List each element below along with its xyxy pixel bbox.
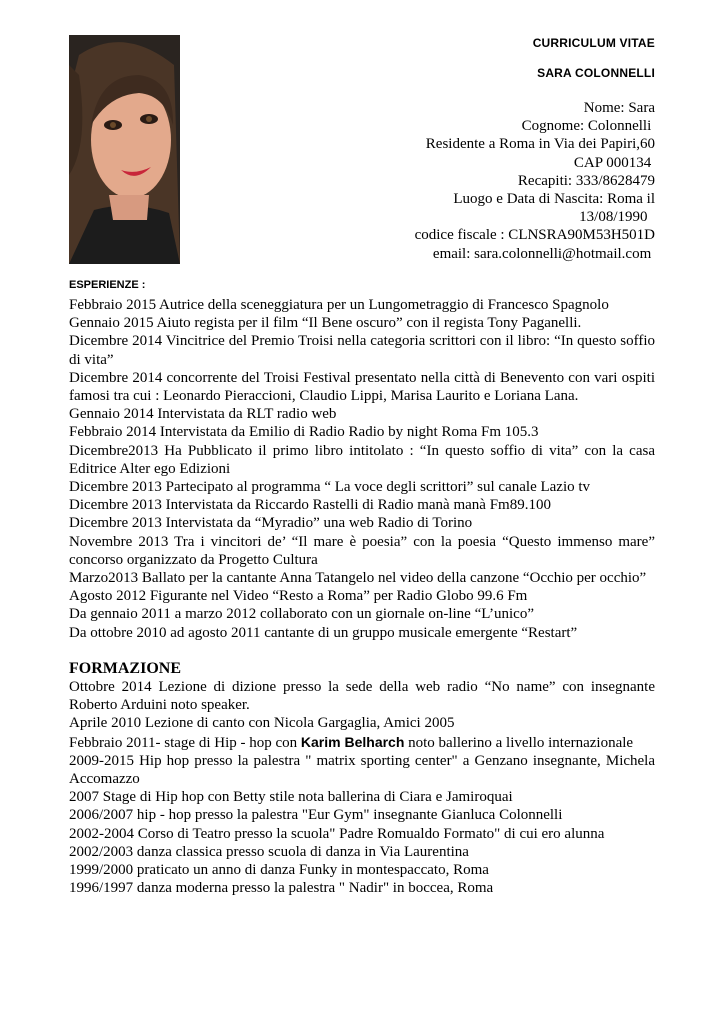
portrait-photo [69, 35, 180, 264]
document-title: CURRICULUM VITAE [532, 36, 655, 50]
education-item: Ottobre 2014 Lezione di dizione presso la sede della web radio “No name” con insegnante Roberto Arduini noto speaker. [69, 679, 655, 714]
experience-item: Da ottobre 2010 ad agosto 2011 cantante di un gruppo musicale emergente “Restart” [69, 624, 578, 641]
education-item: 2002/2003 danza classica presso scuola di danza in Via Laurentina [69, 843, 469, 860]
education-item: Aprile 2010 Lezione di canto con Nicola Gargaglia, Amici 2005 [69, 715, 455, 732]
experience-heading: ESPERIENZE : [69, 279, 146, 291]
person-name: SARA COLONNELLI [537, 66, 655, 80]
contact-birthdate: 13/08/1990 [579, 209, 655, 226]
experience-item: Febbraio 2015 Autrice della sceneggiatura per un Lungometraggio di Francesco Spagnolo [69, 297, 609, 313]
education-item: 1996/1997 danza moderna presso la palestra " Nadir" in boccea, Roma [69, 880, 494, 897]
teacher-name: Karim Belharch [300, 733, 405, 750]
education-item: 2007 Stage di Hip hop con Betty stile nota ballerina di Ciara e Jamiroquai [69, 789, 513, 806]
experience-item: Dicembre 2013 Partecipato al programma “ La voce degli scrittori” sul canale Lazio tv [69, 479, 591, 496]
contact-email: email: sara.colonnelli@hotmail.com [432, 245, 655, 262]
contact-block [415, 99, 655, 263]
experience-item: Da gennaio 2011 a marzo 2012 collaborato con un giornale on-line “L’unico” [69, 606, 534, 623]
education-item-text: Febbraio 2011- stage di Hip - hop con [69, 734, 301, 751]
contact-tax-code: codice fiscale : CLNSRA90M53H501D [414, 227, 655, 244]
experience-item: Gennaio 2014 Intervistata da RLT radio web [69, 406, 337, 423]
education-item: 2002-2004 Corso di Teatro presso la scuola" Padre Romualdo Formato" di cui ero alunna [69, 825, 605, 842]
cv-body [69, 296, 655, 898]
experience-item: Dicembre 2013 Intervistata da Riccardo Rastelli di Radio manà manà Fm89.100 [69, 497, 551, 514]
education-item: 1999/2000 praticato un anno di danza Funky in montespaccato, Roma [69, 862, 489, 879]
experience-item: Gennaio 2015 Aiuto regista per il film “Il Bene oscuro” con il regista Tony Paganelli. [69, 315, 582, 332]
education-heading: FORMAZIONE [69, 659, 181, 677]
education-item [69, 733, 655, 752]
education-item-text: noto ballerino a livello internazionale [404, 734, 634, 751]
experience-item: Marzo2013 Ballato per la cantante Anna Tatangelo nel video della canzone “Occhio per occhio” [69, 570, 647, 587]
experience-item: Dicembre 2014 concorrente del Troisi Festival presentato nella città di Benevento con vari ospiti famosi tra cui : Leonardo Pieraccioni, Claudio Lippi, Marisa Laurito e Loriana Lana. [69, 369, 655, 405]
experience-item: Dicembre2013 Ha Pubblicato il primo libro intitolato : “In questo soffio di vita” con la casa Editrice Alter ego Edizioni [69, 442, 655, 477]
experience-item: Agosto 2012 Figurante nel Video “Resto a Roma” per Radio Globo 99.6 Fm [69, 588, 528, 605]
education-item: 2009-2015 Hip hop presso la palestra " matrix sporting center" a Genzano insegnante, Michela Accomazzo [69, 752, 655, 788]
education-item: 2006/2007 hip - hop presso la palestra "Eur Gym" insegnante Gianluca Colonnelli [69, 807, 563, 824]
experience-item: Novembre 2013 Tra i vincitori de’ “Il mare è poesia” con la poesia “Questo immenso mare” concorso organizzato da Progetto Cultura [69, 533, 655, 568]
contact-phone: Recapiti: 333/8628479 [517, 172, 655, 189]
contact-address: Residente a Roma in Via dei Papiri,60 [425, 136, 655, 153]
contact-last-name: Cognome: Colonnelli [521, 118, 655, 135]
contact-birthplace: Luogo e Data di Nascita: Roma il [453, 191, 655, 208]
experience-item: Febbraio 2014 Intervistata da Emilio di Radio Radio by night Roma Fm 105.3 [69, 424, 539, 441]
experience-item: Dicembre 2014 Vincitrice del Premio Troisi nella categoria scrittori con il libro: “In questo soffio di vita” [69, 333, 655, 368]
experience-item: Dicembre 2013 Intervistata da “Myradio” una web Radio di Torino [69, 515, 473, 532]
contact-first-name: Nome: Sara [583, 100, 655, 116]
contact-cap: CAP 000134 [573, 154, 655, 171]
